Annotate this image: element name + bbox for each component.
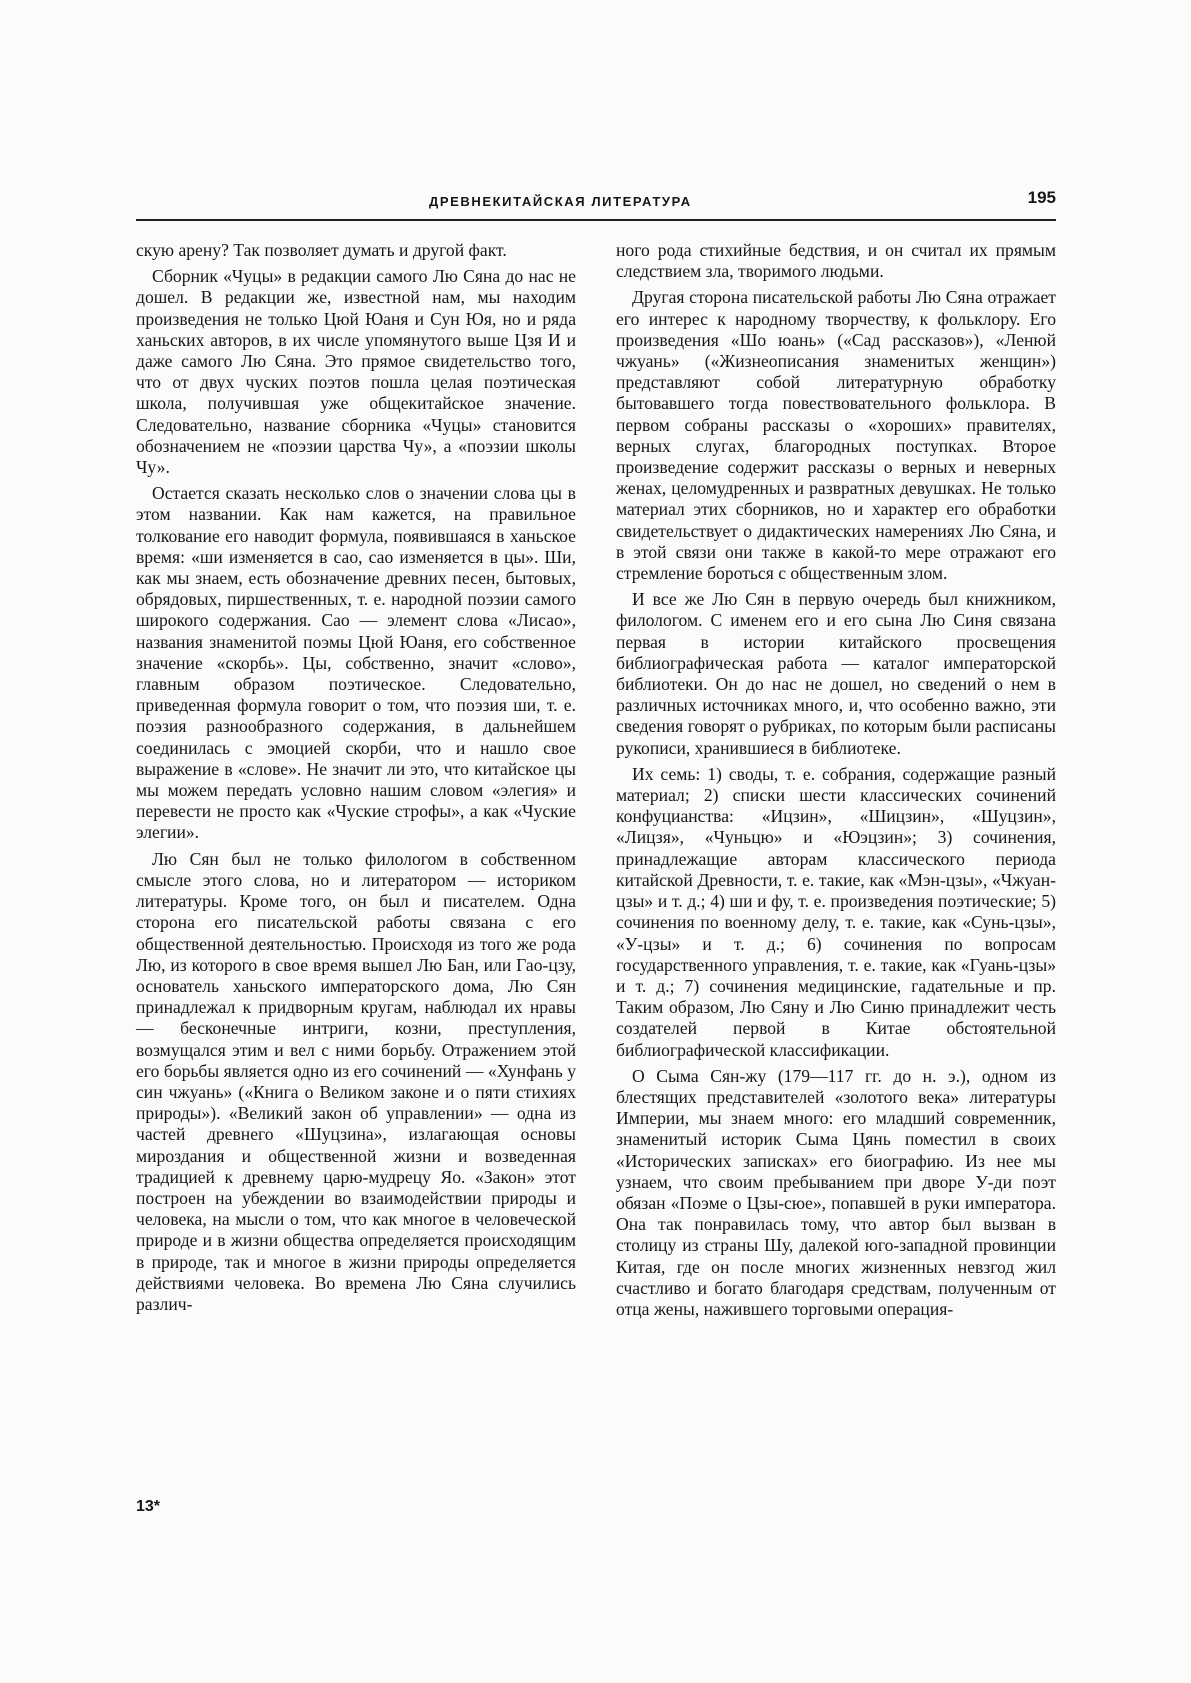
signature-mark: 13* [136,1498,161,1515]
paragraph: Остается сказать несколько слов о значении слова цы в этом названии. Как нам кажется, на правильное толкование его наводит формула, появившаяся в ханьское время: «ши изменяется в сао, сао изменяется в цы». Ши, как мы знаем, есть обозначение древних песен, бытовых, обрядовых, пиршественных, т. е. народной поэзии самого широкого содержания. Сао — элемент слова «Лисао», названия знаменитой поэмы Цюй Юаня, его собственное значение «скорбь». Цы, собственно, значит «слово», главным образом поэтическое. Следовательно, приведенная формула говорит о том, что поэзия ши, т. е. поэзия разнообразного содержания, в дальнейшем соединилась с эмоцией скорби, что и нашло свое выражение в «слове». Не значит ли это, что китайское цы мы можем передать условно нашим словом «элегия» и перевести не просто как «Чуские строфы», а как «Чуские элегии». [136,483,576,843]
paragraph: Их семь: 1) своды, т. е. собрания, содержащие разный материал; 2) списки шести классических сочинений конфуцианства: «Ицзин», «Шицзин», «Шуцзин», «Лицзя», «Чуньцю» и «Юэцзин»; 3) сочинения, принадлежащие авторам классического периода китайской Древности, т. е. такие, как «Мэн-цзы», «Чжуан-цзы» и т. д.; 4) ши и фу, т. е. произведения поэтические; 5) сочинения по военному делу, т. е. такие, как «Сунь-цзы», «У-цзы» и т. д.; 6) сочинения по вопросам государственного управления, т. е. такие, как «Гуань-цзы» и т. д.; 7) сочинения медицинские, гадательные и пр. Таким образом, Лю Сяну и Лю Синю принадлежит честь создателей первой в Китае обстоятельной библиографической классификации. [616,763,1056,1060]
paragraph: Лю Сян был не только филологом в собственном смысле этого слова, но и литератором — историком литературы. Кроме того, он был и писателем. Одна сторона его писательской работы связана с его общественной деятельностью. Происходя из того же рода Лю, из которого в свое время вышел Лю Бан, или Гао-цзу, основатель ханьского императорского дома, Лю Сян принадлежал к придворным кругам, наблюдал их нравы — бесконечные интриги, козни, преступления, возмущался этим и вел с ними борьбу. Отражением этой его борьбы является одно из его сочинений — «Хунфань у син чжуань» («Книга о Великом законе и о пяти стихиях природы»). «Великий закон об управлении» — одна из частей древнего «Шуцзина», излагающая основы мироздания и общественной жизни и возведенная традицией к древнему царю-мудрецу Яо. «Закон» этот построен на убеждении во взаимодействии природы и человека, на мысли о том, что как многое в человеческой природе и в жизни общества определяется происходящим в природе, так и многое в жизни природы определяется действиями человека. Во времена Лю Сяна случились различ- [136,848,576,1314]
paragraph: Другая сторона писательской работы Лю Сяна отражает его интерес к народному творчеству, к фольклору. Его произведения «Шо юань» («Сад рассказов»), «Ленюй чжуань» («Жизнеописания знаменитых женщин») представляют собой литературную обработку бытовавшего тогда повествовательного фольклора. В первом собраны рассказы о «хороших» правителях, верных слугах, благородных поступках. Второе произведение содержит рассказы о верных и неверных женах, целомудренных и развратных девушках. Не только материал этих сборников, но и характер его обработки свидетельствует о дидактических намерениях Лю Сяна, и в этой связи они также в какой-то мере отражают его стремление бороться с общественным злом. [616,287,1056,584]
page-number: 195 [1027,188,1056,207]
paragraph: О Сыма Сян-жу (179—117 гг. до н. э.), одном из блестящих представителей «золотого века» литературы Империи, мы знаем много: его младший современник, знаменитый историк Сыма Цянь поместил в своих «Исторических записках» его биографию. Из нее мы узнаем, что своим пребыванием при дворе У-ди поэт обязан «Поэме о Цзы-сюе», попавшей в руки императора. Она так понравилась тому, что автор был вызван в столицу из страны Шу, далекой юго-западной провинции Китая, где он после многих жизненных невзгод жил счастливо и богато благодаря средствам, полученным от отца жены, нажившего торговыми операция- [616,1065,1056,1319]
running-header [136,188,1056,218]
running-title: ДРЕВНЕКИТАЙСКАЯ ЛИТЕРАТУРА [429,194,692,209]
header-rule [136,219,1056,221]
paragraph: скую арену? Так позволяет думать и другой факт. [136,240,507,260]
left-column [136,240,576,1320]
right-column [616,240,1056,1325]
paragraph: И все же Лю Сян в первую очередь был книжником, филологом. С именем его и его сына Лю Синя связана первая в истории китайского просвещения библиографическая работа — каталог императорской библиотеки. Он до нас не дошел, но сведений о нем в различных источниках много, и, что особенно важно, эти сведения говорят о рубриках, по которым были расписаны рукописи, хранившиеся в библиотеке. [616,589,1056,758]
paragraph: Сборник «Чуцы» в редакции самого Лю Сяна до нас не дошел. В редакции же, известной нам, мы находим произведения не только Цюй Юаня и Сун Юя, но и ряда ханьских авторов, в их числе упомянутого выше Цзя И и даже самого Лю Сяна. Это прямое свидетельство того, что от двух чуских поэтов пошла целая поэтическая школа, получившая уже общекитайское значение. Следовательно, название сборника «Чуцы» становится обозначением не «поэзии царства Чу», а «поэзии школы Чу». [136,266,576,478]
paragraph: ного рода стихийные бедствия, и он считал их прямым следствием зла, творимого людьми. [616,240,1056,282]
